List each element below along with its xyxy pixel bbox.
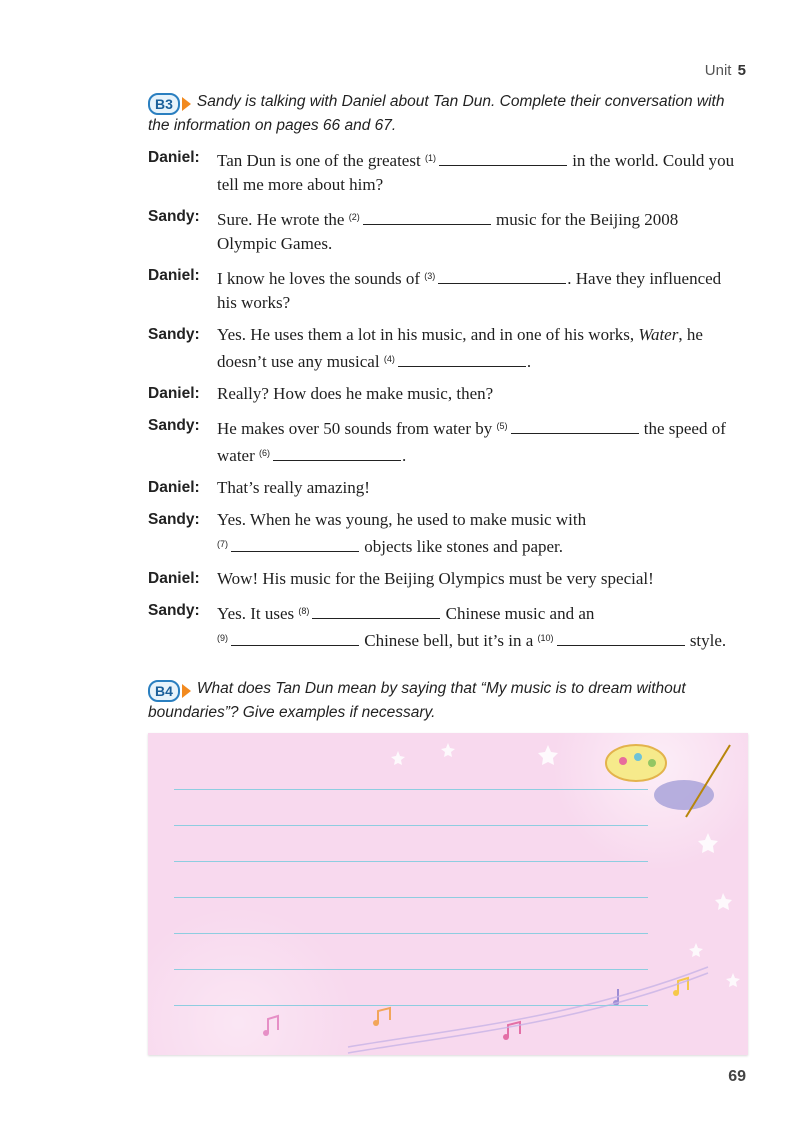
answer-blank[interactable] [438, 268, 566, 284]
writing-line[interactable] [174, 861, 648, 862]
speech-text: That’s really amazing! [217, 478, 370, 497]
blank-number: (9) [217, 633, 228, 643]
b3-badge [148, 93, 191, 115]
speaker-name: Daniel: [148, 149, 200, 166]
answer-blank[interactable] [231, 630, 359, 646]
answer-blank[interactable] [312, 603, 440, 619]
answer-blank[interactable] [273, 445, 401, 461]
dialogue-line [148, 205, 748, 256]
speech-text: Wow! His music for the Beijing Olympics must be very special! [217, 569, 654, 588]
writing-line[interactable] [174, 933, 648, 934]
speech-text: Yes. It uses $^{(8)}$ Chinese music and an $^{(9)}$ Chinese bell, but it’s in a $^{(10)}$ style. [217, 604, 727, 650]
answer-blank[interactable] [363, 209, 491, 225]
blank-number: (3) [424, 271, 436, 281]
blank-number: (6) [259, 448, 271, 458]
writing-line[interactable] [174, 969, 648, 970]
answer-blank[interactable] [557, 630, 685, 646]
dialogue-line [148, 323, 748, 374]
speech-text: Really? How does he make music, then? [217, 384, 494, 403]
dialogue-line [148, 146, 748, 197]
writing-line[interactable] [174, 789, 648, 790]
play-arrow-icon [182, 684, 191, 698]
speaker-name: Daniel: [148, 267, 200, 284]
b3-badge-label: B3 [148, 93, 180, 115]
answer-blank[interactable] [511, 418, 639, 434]
dialogue-line [148, 508, 748, 559]
speaker-name: Sandy: [148, 511, 200, 528]
task-b4 [148, 678, 748, 723]
star-icons [391, 743, 740, 987]
answer-blank[interactable] [231, 536, 359, 552]
dialogue-line [148, 476, 748, 500]
speech-text: I know he loves the sounds of $^{(3)}$ . Have they influenced his works? [217, 269, 722, 312]
writing-line[interactable] [174, 1005, 648, 1006]
speech-text: Yes. When he was young, he used to make music with $^{(7)}$ objects like stones and paper. [217, 510, 587, 556]
blank-number: (7) [217, 539, 228, 549]
writing-area[interactable] [148, 733, 748, 1055]
dialogue-line [148, 599, 748, 653]
answer-blank[interactable] [398, 351, 526, 367]
writing-line[interactable] [174, 825, 648, 826]
speaker-name: Daniel: [148, 385, 200, 402]
work-title: Water [638, 325, 679, 344]
speaker-name: Sandy: [148, 208, 200, 225]
unit-word: Unit [704, 62, 732, 79]
decoration-illustration [148, 733, 748, 1055]
b4-badge-label: B4 [148, 680, 180, 702]
writing-line[interactable] [174, 897, 648, 898]
instrument-icons [606, 745, 730, 817]
blank-number: (5) [496, 421, 508, 431]
b4-badge [148, 680, 191, 702]
page-number: 69 [728, 1068, 746, 1085]
speech-text: Tan Dun is one of the greatest $^{(1)}$ in the world. Could you tell me more about him? [217, 151, 735, 194]
speech-text: He makes over 50 sounds from water by $^{(5)}$ the speed of water $^{(6)}$ . [217, 419, 726, 465]
unit-label [705, 62, 746, 79]
dialogue-line [148, 567, 748, 591]
answer-blank[interactable] [439, 150, 567, 166]
conversation [148, 146, 748, 661]
speech-text: Yes. He uses them a lot in his music, and in one of his works, Water, he doesn’t use any musical $^{(4)}$ . [217, 325, 703, 371]
blank-number: (8) [298, 606, 310, 616]
speaker-name: Sandy: [148, 326, 200, 343]
blank-number: (4) [383, 354, 395, 364]
blank-number: (1) [424, 153, 436, 163]
blank-number: (2) [348, 212, 360, 222]
music-note-icons [263, 978, 688, 1040]
speaker-name: Daniel: [148, 570, 200, 587]
play-arrow-icon [182, 97, 191, 111]
b4-instruction: What does Tan Dun mean by saying that “My music is to dream without boundaries”? Give examples if necessary. [148, 680, 686, 721]
speaker-name: Daniel: [148, 479, 200, 496]
speaker-name: Sandy: [148, 417, 200, 434]
speech-text: Sure. He wrote the $^{(2)}$ music for the Beijing 2008 Olympic Games. [217, 210, 679, 253]
blank-number: (10) [537, 633, 554, 643]
speaker-name: Sandy: [148, 602, 200, 619]
dialogue-line [148, 264, 748, 315]
unit-number: 5 [737, 62, 746, 79]
dialogue-line [148, 382, 748, 406]
dialogue-line [148, 414, 748, 468]
task-b3 [148, 91, 748, 136]
b3-instruction: Sandy is talking with Daniel about Tan Dun. Complete their conversation with the information on pages 66 and 67. [148, 93, 725, 134]
